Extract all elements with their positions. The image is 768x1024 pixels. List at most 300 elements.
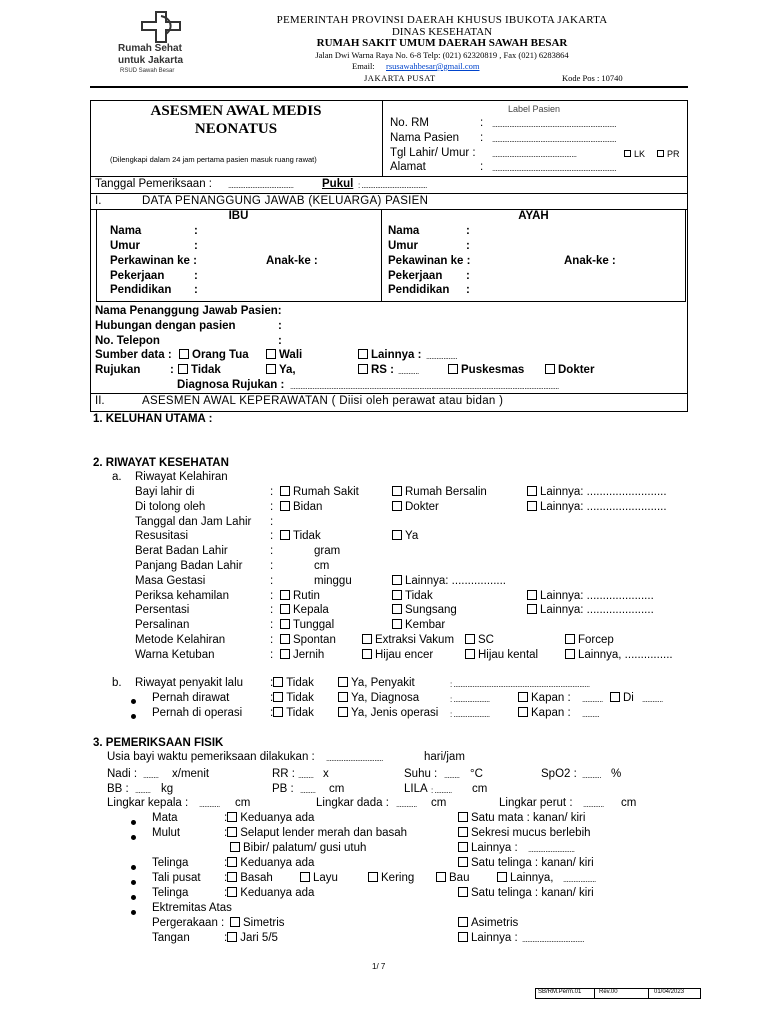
tangan-lain-field[interactable]: ....................................	[522, 935, 585, 944]
birth-row-1-c3-checkbox[interactable]	[527, 501, 537, 511]
mulut-c1-option[interactable]	[224, 827, 407, 839]
hubungan-colon: :	[278, 320, 282, 332]
birth-row-7-label: Periksa kehamilan	[135, 590, 229, 602]
rujukan-tidak-option[interactable]	[178, 364, 221, 376]
birth-row-1-c2-text: Dokter	[405, 501, 439, 513]
birth-row-3-label: Resusitasi	[135, 530, 189, 542]
birth-row-1-c2-checkbox[interactable]	[392, 501, 402, 511]
lainnya-label: Lainnya :	[371, 349, 422, 361]
birth-row-10-c3-option[interactable]	[565, 634, 614, 646]
jari-checkbox[interactable]	[227, 932, 237, 942]
telinga-c2-checkbox[interactable]	[458, 857, 468, 867]
birth-row-0-c3-text: Lainnya: .........................	[540, 486, 667, 498]
pd-kapan-checkbox[interactable]	[518, 692, 528, 702]
birth-row-10-c1-option[interactable]	[280, 634, 336, 646]
suhu-field[interactable]: .........	[444, 771, 460, 780]
rp-tidak-checkbox[interactable]	[273, 677, 283, 687]
po-ya-option[interactable]	[338, 707, 438, 719]
ibu-pekerjaan: Pekerjaan	[110, 270, 165, 282]
birth-row-10-c2b-text: SC	[478, 634, 494, 646]
mulut-c4-checkbox[interactable]	[458, 842, 468, 852]
ayah-pekerjaan: Pekerjaan	[388, 270, 443, 282]
jari-label: Jari 5/5	[240, 932, 278, 944]
pd-di-option[interactable]	[610, 692, 634, 704]
simetris-label: Simetris	[243, 917, 285, 929]
mulut-c3-checkbox[interactable]	[230, 842, 240, 852]
birth-row-10-c2-option[interactable]	[362, 634, 454, 646]
birth-row-10-label: Metode Kelahiran	[135, 634, 226, 646]
po-tidak-checkbox[interactable]	[273, 707, 283, 717]
mulut-c4-label: Lainnya :	[471, 842, 518, 854]
rs-field[interactable]: ............	[398, 367, 419, 376]
birth-row-5-colon: :	[270, 560, 274, 572]
section2-title: ASESMEN AWAL KEPERAWATAN ( Diisi oleh perawat atau bidan )	[142, 395, 504, 407]
birth-row-10-c2-text: Extraksi Vakum	[375, 634, 455, 646]
ayah-umur: Umur	[388, 240, 419, 252]
pb-field[interactable]: .........	[300, 786, 316, 795]
pd-kapan-option[interactable]	[518, 692, 571, 704]
letterhead-line2: DINAS KESEHATAN	[391, 26, 493, 38]
telinga2-bullet	[131, 895, 136, 900]
pr-checkbox[interactable]	[657, 150, 664, 157]
birth-row-0-c2-text: Rumah Bersalin	[405, 486, 487, 498]
dokter-option[interactable]	[545, 364, 594, 376]
pd-ya-checkbox[interactable]	[338, 692, 348, 702]
birth-row-0-c1-checkbox[interactable]	[280, 486, 290, 496]
birth-row-9-c1-text: Tunggal	[293, 619, 335, 631]
birth-row-8-colon: :	[270, 604, 274, 616]
pd-di-checkbox[interactable]	[610, 692, 620, 702]
mulut-c4-field[interactable]: ...........................	[528, 845, 575, 854]
birth-row-3-colon: :	[270, 530, 274, 542]
lingkar-kepala-label: Lingkar kepala :	[107, 797, 189, 809]
tali-pusat-label: Tali pusat	[152, 872, 201, 884]
mulut-c2-checkbox[interactable]	[458, 827, 468, 837]
rp-ya-checkbox[interactable]	[338, 677, 348, 687]
telinga-c1-checkbox[interactable]	[227, 857, 237, 867]
section2-num: II.	[95, 395, 105, 407]
hubungan: Hubungan dengan pasien	[95, 320, 236, 332]
tali-c5-option[interactable]	[497, 872, 553, 884]
birth-row-1-c3-option[interactable]	[527, 501, 667, 513]
birth-row-3-c2-checkbox[interactable]	[392, 530, 402, 540]
rp-tidak-option[interactable]	[270, 677, 314, 689]
birth-row-11-c2b-checkbox[interactable]	[465, 649, 475, 659]
lila-field[interactable]: : ..........	[431, 786, 452, 795]
rs-label: RS :	[371, 364, 394, 376]
birth-row-7-c3-checkbox[interactable]	[527, 590, 537, 600]
mulut-c1-label: Selaput lender merah dan basah	[240, 827, 408, 839]
rp-ya-option[interactable]	[338, 677, 415, 689]
nama-pj: Nama Penanggung Jawab Pasien:	[95, 305, 282, 317]
telinga-c2-label: Satu telinga : kanan/ kiri	[471, 857, 594, 869]
birth-row-11-c2-text: Hijau encer	[375, 649, 434, 661]
footer-divider-1	[594, 988, 595, 999]
lingkar-dada-label: Lingkar dada :	[316, 797, 389, 809]
birth-row-1-c1-option[interactable]	[280, 501, 322, 513]
lk-option[interactable]	[624, 149, 645, 159]
nama-pasien-label: Nama Pasien	[390, 132, 460, 144]
birth-row-0-c2-checkbox[interactable]	[392, 486, 402, 496]
letterhead-line3: RUMAH SAKIT UMUM DAERAH SAWAH BESAR	[316, 37, 568, 49]
hospital-logo	[118, 10, 208, 78]
rujukan-ya-option[interactable]	[266, 364, 296, 376]
wali-checkbox[interactable]	[266, 349, 276, 359]
telinga2-c2-option[interactable]	[458, 887, 594, 899]
birth-row-11-c1-option[interactable]	[280, 649, 324, 661]
birth-row-9-c1-option[interactable]	[280, 619, 334, 631]
birth-row-11-c3-option[interactable]	[565, 649, 673, 661]
mulut-c3-option[interactable]	[230, 842, 366, 854]
pd-kapan-field[interactable]: ............	[582, 695, 603, 704]
ibu-nama: Nama	[110, 225, 142, 237]
pr-label: PR	[667, 149, 680, 159]
dokter-checkbox[interactable]	[545, 364, 555, 374]
ibu-pendidikan: Pendidikan	[110, 284, 172, 296]
rp-ya-label: Ya, Penyakit	[351, 677, 415, 689]
birth-row-6-c2-option[interactable]	[392, 575, 506, 587]
birth-row-10-c2-checkbox[interactable]	[362, 634, 372, 644]
po-kapan-field[interactable]: ..........	[582, 710, 600, 719]
nama-pasien-field[interactable]: ........................................................................	[492, 135, 617, 144]
birth-row-8-c1-option[interactable]	[280, 604, 329, 616]
birth-row-10-colon: :	[270, 634, 274, 646]
diagnosa-rujukan-field[interactable]: ............................................................................................................................................................	[290, 382, 559, 391]
birth-row-1-c1-checkbox[interactable]	[280, 501, 290, 511]
alamat-field[interactable]: ........................................................................	[492, 164, 617, 173]
birth-row-9-colon: :	[270, 619, 274, 631]
lila-unit: cm	[472, 783, 488, 795]
birth-row-3-c2-text: Ya	[405, 530, 419, 542]
tali-c2-option[interactable]	[300, 872, 338, 884]
bullet-icon	[131, 904, 136, 922]
birth-row-9-c2-text: Kembar	[405, 619, 446, 631]
lingkar-perut-unit: cm	[621, 797, 637, 809]
tali-c4-label: Bau	[449, 872, 470, 884]
birth-row-11-c2-option[interactable]	[362, 649, 433, 661]
telinga2-colon: :	[224, 887, 228, 899]
tali-c1-option[interactable]	[224, 872, 273, 884]
footer-rev: Rev.00	[599, 989, 618, 995]
mata-colon: :	[224, 812, 228, 824]
birth-row-7-c2-text: Tidak	[405, 590, 433, 602]
telinga2-c1-checkbox[interactable]	[227, 887, 237, 897]
birth-row-8-c2-checkbox[interactable]	[392, 604, 402, 614]
ekstremitas-label: Ektremitas Atas	[152, 902, 232, 914]
tali-c3-checkbox[interactable]	[368, 872, 378, 882]
letterhead-city: JAKARTA PUSAT	[364, 73, 436, 83]
section1-num: I.	[95, 195, 102, 207]
ibu-umur-colon: :	[194, 240, 198, 252]
pernah-operasi-label: Pernah di operasi	[152, 707, 243, 719]
birth-row-3-c1-option[interactable]	[280, 530, 321, 542]
mulut-label: Mulut	[152, 827, 181, 839]
pr-option[interactable]	[657, 149, 680, 159]
logo-line3: RSUD Sawah Besar	[120, 68, 175, 74]
po-kapan-checkbox[interactable]	[518, 707, 528, 717]
telinga-c2-option[interactable]	[458, 857, 594, 869]
birth-row-3-c1-checkbox[interactable]	[280, 530, 290, 540]
birth-row-5-unit: cm	[314, 560, 330, 572]
rujukan-colon: :	[170, 364, 174, 376]
rr-unit: x	[323, 768, 329, 780]
logo-line2: untuk Jakarta	[118, 55, 184, 66]
pd-field[interactable]: : .....................	[450, 695, 490, 704]
lk-checkbox[interactable]	[624, 150, 631, 157]
wali-option[interactable]	[266, 349, 302, 361]
birth-row-4-unit: gram	[314, 545, 341, 557]
tanggal-field[interactable]: ......................................	[228, 181, 294, 190]
suhu-unit: °C	[470, 768, 483, 780]
pd-di-label: Di	[623, 692, 634, 704]
birth-row-0-c3-option[interactable]	[527, 486, 667, 498]
diagnosa-rujukan-label: Diagnosa Rujukan :	[177, 379, 285, 391]
a-label: a.	[112, 471, 122, 483]
dokter-label: Dokter	[558, 364, 595, 376]
birth-row-8-c2-option[interactable]	[392, 604, 457, 616]
po-ya-checkbox[interactable]	[338, 707, 348, 717]
asimetris-checkbox[interactable]	[458, 917, 468, 927]
birth-row-7-c2-option[interactable]	[392, 590, 433, 602]
bb-unit: kg	[161, 783, 174, 795]
birth-row-7-c2-checkbox[interactable]	[392, 590, 402, 600]
b-label: b.	[112, 677, 122, 689]
birth-row-0-c3-checkbox[interactable]	[527, 486, 537, 496]
riwayat-kesehatan: 2. RIWAYAT KESEHATAN	[93, 457, 229, 469]
bullet-icon	[131, 829, 136, 847]
birth-row-11-c2b-option[interactable]	[465, 649, 538, 661]
telinga2-c2-checkbox[interactable]	[458, 887, 468, 897]
birth-row-9-c2-option[interactable]	[392, 619, 445, 631]
birth-row-8-c3-option[interactable]	[527, 604, 654, 616]
birth-row-11-c2-checkbox[interactable]	[362, 649, 372, 659]
birth-row-7-c3-option[interactable]	[527, 590, 654, 602]
simetris-checkbox[interactable]	[230, 917, 240, 927]
lainnya-option[interactable]	[358, 349, 421, 361]
lainnya-checkbox[interactable]	[358, 349, 368, 359]
birth-row-8-c1-text: Kepala	[293, 604, 329, 616]
nadi-field[interactable]: .........	[143, 771, 159, 780]
birth-row-9-c2-checkbox[interactable]	[392, 619, 402, 629]
birth-row-1-c2-option[interactable]	[392, 501, 439, 513]
birth-row-10-c2b-checkbox[interactable]	[465, 634, 475, 644]
telinga2-c1-label: Keduanya ada	[240, 887, 315, 899]
ayah-umur-colon: :	[466, 240, 470, 252]
telinga2-c1-option[interactable]	[224, 887, 314, 899]
lingkar-kepala-field[interactable]: ............	[199, 800, 220, 809]
tali-c2-checkbox[interactable]	[300, 872, 310, 882]
ibu-pekerjaan-colon: :	[194, 270, 198, 282]
tangan-label: Tangan	[152, 932, 190, 944]
footer-date: 01/04/2023	[654, 989, 685, 995]
telepon: No. Telepon	[95, 335, 160, 347]
tali-c4-option[interactable]	[436, 872, 469, 884]
birth-row-9-c1-checkbox[interactable]	[280, 619, 290, 629]
rujukan-tidak-label: Tidak	[191, 364, 221, 376]
birth-row-7-c1-option[interactable]	[280, 590, 320, 602]
mata-c2-checkbox[interactable]	[458, 812, 468, 822]
birth-row-10-c1-text: Spontan	[293, 634, 336, 646]
mata-c2-option[interactable]	[458, 812, 585, 824]
birth-row-11-c3-checkbox[interactable]	[565, 649, 575, 659]
po-tidak-label: Tidak	[286, 707, 314, 719]
birth-row-0-colon: :	[270, 486, 274, 498]
mata-c1-checkbox[interactable]	[227, 812, 237, 822]
form-title-2: NEONATUS	[194, 121, 278, 137]
birth-row-8-c3-text: Lainnya: .....................	[540, 604, 654, 616]
birth-row-0-c2-option[interactable]	[392, 486, 487, 498]
tgl-lahir-field[interactable]: .................................................	[492, 150, 577, 159]
po-kapan-option[interactable]	[518, 707, 571, 719]
tali-bullet	[131, 880, 136, 885]
po-field[interactable]: : .....................	[450, 710, 490, 719]
tali-c1-label: Basah	[240, 872, 273, 884]
lingkar-perut-field[interactable]: ............	[583, 800, 604, 809]
birth-row-6-c2-checkbox[interactable]	[392, 575, 402, 585]
simetris-option[interactable]	[230, 917, 285, 929]
pukul-field[interactable]: : ......................................	[358, 181, 427, 190]
pernah-dirawat-bullet	[131, 699, 136, 704]
letterhead-email-label: Email:	[352, 61, 375, 71]
parents-divider	[381, 209, 382, 302]
rr-field[interactable]: .........	[298, 771, 314, 780]
birth-row-6-colon: :	[270, 575, 274, 587]
telepon-colon: :	[278, 335, 282, 347]
alamat-label: Alamat	[390, 161, 426, 173]
letterhead-line1: PEMERINTAH PROVINSI DAERAH KHUSUS IBUKOTA JAKARTA	[276, 14, 608, 26]
birth-row-1-c3-text: Lainnya: .........................	[540, 501, 667, 513]
birth-row-7-c1-checkbox[interactable]	[280, 590, 290, 600]
logo-cross-icon	[136, 10, 186, 44]
birth-row-2-label: Tanggal dan Jam Lahir	[135, 516, 252, 528]
footer-divider-2	[648, 988, 649, 999]
mata-c2-label: Satu mata : kanan/ kiri	[471, 812, 586, 824]
rs-checkbox[interactable]	[358, 364, 368, 374]
ibu-anak-ke: Anak-ke :	[266, 255, 318, 267]
ayah-nama-colon: :	[466, 225, 470, 237]
ibu-heading: IBU	[228, 210, 249, 222]
pd-di-field[interactable]: ............	[642, 695, 663, 704]
lk-label: LK	[634, 149, 646, 159]
ayah-anak-ke: Anak-ke :	[564, 255, 616, 267]
header-bottom-line	[90, 176, 688, 177]
tali-colon: :	[224, 872, 228, 884]
telinga-label: Telinga	[152, 857, 189, 869]
keluhan-utama: 1. KELUHAN UTAMA :	[93, 413, 213, 425]
jari-option[interactable]	[224, 932, 278, 944]
tali-c1-checkbox[interactable]	[227, 872, 237, 882]
rule-section2	[90, 393, 688, 394]
lingkar-kepala-unit: cm	[235, 797, 251, 809]
lila-label: LILA	[404, 783, 428, 795]
pukul-label: Pukul	[322, 178, 354, 190]
spo2-field[interactable]: ...........	[582, 771, 601, 780]
rujukan-tidak-checkbox[interactable]	[178, 364, 188, 374]
wali-label: Wali	[279, 349, 303, 361]
footer-code: SB/RM.Perm.01	[538, 989, 582, 995]
tanggal-label: Tanggal Pemeriksaan :	[95, 178, 212, 190]
lainnya-field[interactable]: ..................	[426, 352, 458, 361]
birth-row-8-c3-checkbox[interactable]	[527, 604, 537, 614]
tangan-lain-option[interactable]	[458, 932, 518, 944]
birth-row-3-c2-option[interactable]	[392, 530, 418, 542]
lingkar-perut-label: Lingkar perut :	[499, 797, 573, 809]
pd-ya-option[interactable]	[338, 692, 419, 704]
orang-tua-option[interactable]	[179, 349, 249, 361]
nadi-label: Nadi :	[107, 768, 138, 780]
ayah-pendidikan: Pendidikan	[388, 284, 450, 296]
bb-label: BB :	[107, 783, 129, 795]
tali-c5-field[interactable]: ...................	[563, 875, 596, 884]
telinga-c1-option[interactable]	[224, 857, 314, 869]
rs-option[interactable]	[358, 364, 394, 376]
mata-c1-option[interactable]	[224, 812, 314, 824]
spo2-label: SpO2 :	[541, 768, 577, 780]
birth-row-4-label: Berat Badan Lahir	[135, 545, 228, 557]
puskesmas-option[interactable]	[448, 364, 524, 376]
header-divider	[382, 100, 383, 176]
pd-tidak-checkbox[interactable]	[273, 692, 283, 702]
letterhead-email[interactable]: rsusawahbesar@gmail.com	[386, 61, 480, 71]
birth-row-10-c3-checkbox[interactable]	[565, 634, 575, 644]
no-rm-field[interactable]: ........................................................................	[492, 120, 617, 129]
riwayat-penyakit-label: Riwayat penyakit lalu	[135, 677, 244, 689]
birth-row-0-c1-option[interactable]	[280, 486, 359, 498]
birth-row-10-c2b-option[interactable]	[465, 634, 494, 646]
pd-tidak-option[interactable]	[270, 692, 314, 704]
po-tidak-option[interactable]	[270, 707, 314, 719]
birth-row-10-c3-text: Forcep	[578, 634, 614, 646]
rujukan-label: Rujukan	[95, 364, 141, 376]
asimetris-option[interactable]	[458, 917, 518, 929]
rr-label: RR :	[272, 768, 295, 780]
mulut-c3-label: Bibir/ palatum/ gusi utuh	[243, 842, 367, 854]
puskesmas-checkbox[interactable]	[448, 364, 458, 374]
telinga-bullet	[131, 865, 136, 870]
mulut-c1-checkbox[interactable]	[227, 827, 237, 837]
orang-tua-checkbox[interactable]	[179, 349, 189, 359]
birth-row-11-c2b-text: Hijau kental	[478, 649, 539, 661]
ayah-perkawinan: Pekawinan ke :	[388, 255, 471, 267]
tali-c5-checkbox[interactable]	[497, 872, 507, 882]
rp-field[interactable]: : ...............................................................................	[450, 680, 590, 689]
usia-field[interactable]: .................................	[326, 754, 383, 763]
rujukan-ya-label: Ya,	[279, 364, 296, 376]
rujukan-ya-checkbox[interactable]	[266, 364, 276, 374]
pernah-dirawat-label: Pernah dirawat	[152, 692, 230, 704]
tali-c3-option[interactable]	[368, 872, 414, 884]
ayah-nama: Nama	[388, 225, 420, 237]
birth-row-9-label: Persalinan	[135, 619, 190, 631]
tgl-lahir-label: Tgl Lahir/ Umur :	[390, 147, 476, 159]
tali-c4-checkbox[interactable]	[436, 872, 446, 882]
bb-field[interactable]: .........	[135, 786, 151, 795]
no-rm-label: No. RM	[390, 117, 429, 129]
lingkar-dada-field[interactable]: ............	[396, 800, 417, 809]
pergerakaan-label: Pergerakaan :	[152, 917, 225, 929]
letterhead-divider	[90, 86, 688, 88]
mulut-c2-option[interactable]	[458, 827, 591, 839]
birth-row-10-c1-checkbox[interactable]	[280, 634, 290, 644]
pd-colon: :	[270, 692, 274, 704]
mulut-c4-option[interactable]	[458, 842, 518, 854]
orang-tua-label: Orang Tua	[192, 349, 249, 361]
birth-row-2-colon: :	[270, 516, 274, 528]
birth-row-11-c1-checkbox[interactable]	[280, 649, 290, 659]
birth-row-7-colon: :	[270, 590, 274, 602]
birth-row-8-c1-checkbox[interactable]	[280, 604, 290, 614]
tangan-lain-checkbox[interactable]	[458, 932, 468, 942]
